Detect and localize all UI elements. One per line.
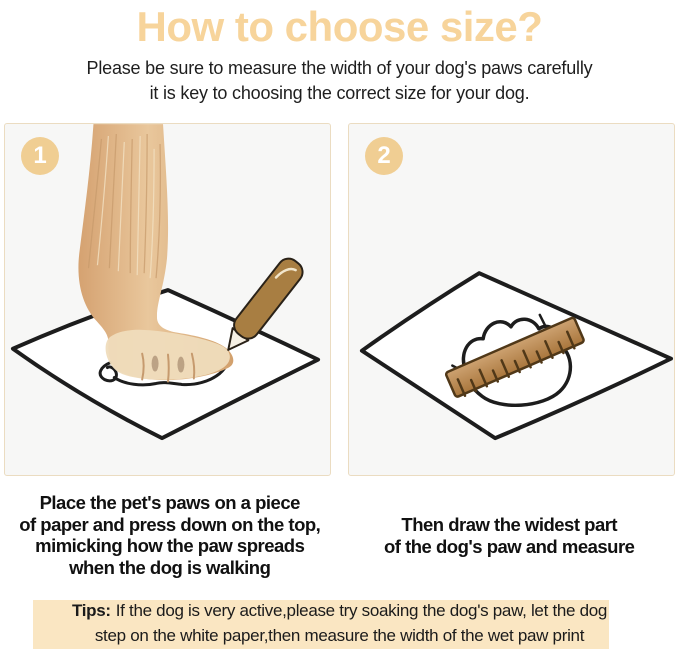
subtitle <box>0 56 679 106</box>
subtitle-line-2: it is key to choosing the correct size for your dog. <box>0 81 679 106</box>
tips-line-1 <box>0 598 679 623</box>
steps-row <box>0 123 679 476</box>
step-2-panel <box>348 123 675 476</box>
step-2-illustration <box>349 124 674 475</box>
how-to-choose-size-infographic <box>0 2 679 658</box>
step-1-caption: Place the pet's paws on a piece of paper and press down on the top, mimicking how the paw spreads when the dog is walking <box>0 492 340 578</box>
step-2-caption: Then draw the widest part of the dog's paw and measure <box>340 492 679 578</box>
step-1-illustration <box>5 124 330 475</box>
step-2-badge: 2 <box>365 137 403 175</box>
tips-label: Tips: <box>72 601 111 620</box>
subtitle-line-1: Please be sure to measure the width of your dog's paws carefully <box>0 56 679 81</box>
tips-line-2: step on the white paper,then measure the width of the wet paw print <box>0 623 679 648</box>
captions-row <box>0 492 679 578</box>
step-1-badge: 1 <box>21 137 59 175</box>
tips-text-1: If the dog is very active,please try soaking the dog's paw, let the dog <box>116 601 607 620</box>
page-title: How to choose size? <box>0 2 679 52</box>
tips-section <box>0 598 679 652</box>
step-1-panel <box>4 123 331 476</box>
